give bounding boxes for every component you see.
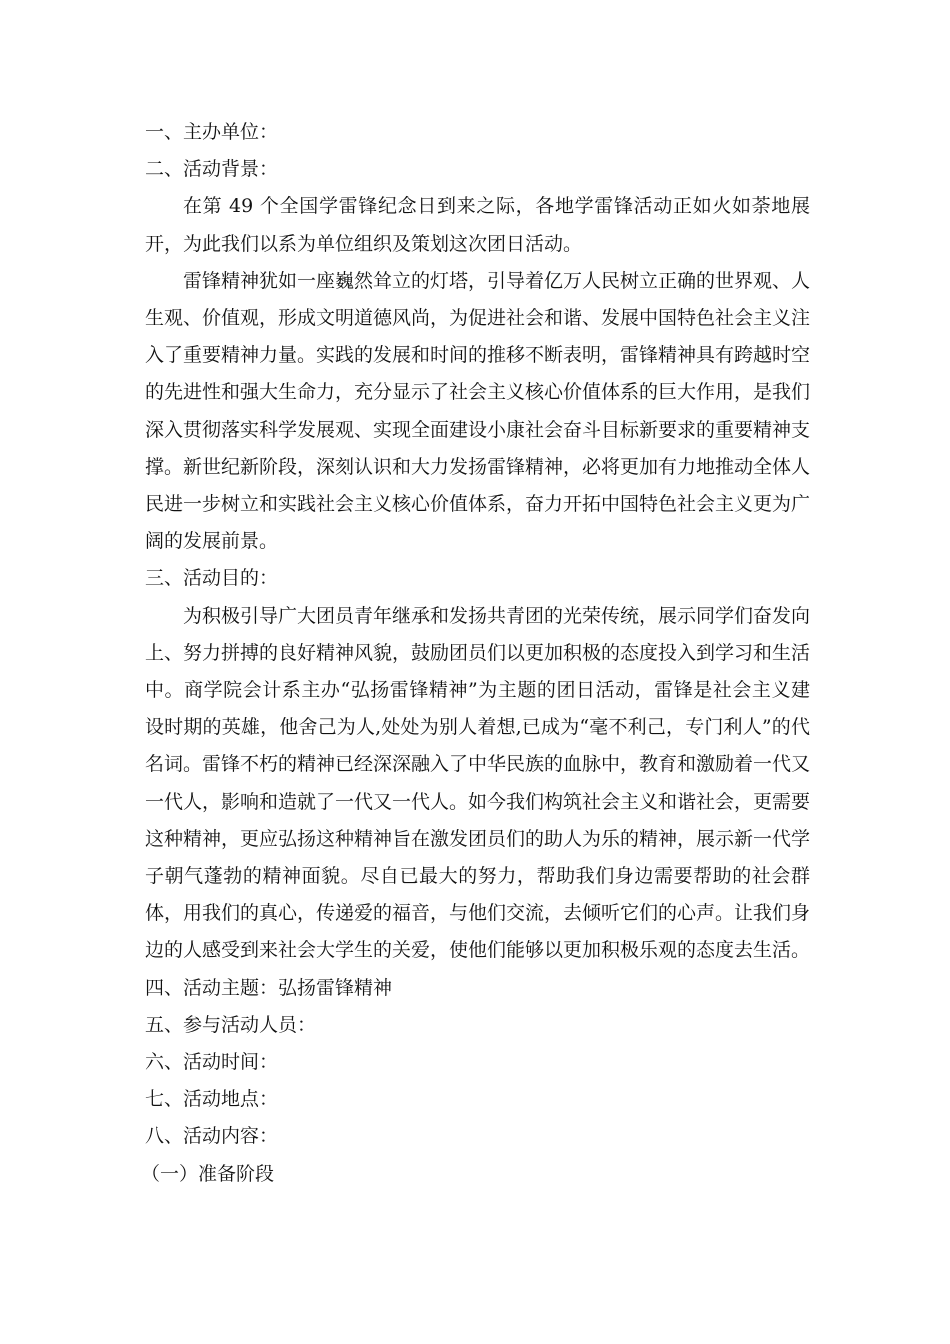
heading-content: 八、活动内容： (145, 1125, 279, 1148)
heading-theme: 四、活动主题：弘扬雷锋精神 (145, 976, 393, 999)
heading-time: 六、活动时间： (145, 1051, 279, 1073)
heading-organizer: 一、主办单位： (145, 121, 279, 143)
sub-heading-preparation: （一）准备阶段 (141, 1162, 275, 1185)
heading-purpose: 三、活动目的： (145, 567, 279, 590)
heading-location: 七、活动地点： (145, 1088, 279, 1111)
heading-background: 二、活动背景： (145, 158, 279, 181)
document-body (141, 114, 811, 1193)
heading-participants: 五、参与活动人员： (145, 1013, 317, 1036)
background-paragraph-1: 在第 49 个全国学雷锋纪念日到来之际，各地学雷锋活动正如火如荼地展开，为此我们以系为单位组织及策划这次团日活动。 (145, 195, 810, 255)
purpose-paragraph: 为积极引导广大团员青年继承和发扬共青团的光荣传统，展示同学们奋发向上、努力拼搏的良好精神风貌，鼓励团员们以更加积极的态度投入到学习和生活中。商学院会计系主办“弘扬雷锋精神”为主题的团日活动，雷锋是社会主义建设时期的英雄，他舍己为人,处处为别人着想,已成为“毫不利己，专门利人”的代名词。雷锋不朽的精神已经深深融入了中华民族的血脉中，教育和激励着一代又一代人，影响和造就了一代又一代人。如今我们构筑社会主义和谐社会，更需要这种精神，更应弘扬这种精神旨在激发团员们的助人为乐的精神，展示新一代学子朝气蓬勃的精神面貌。尽自已最大的努力，帮助我们身边需要帮助的社会群体，用我们的真心，传递爱的福音，与他们交流，去倾听它们的心声。让我们身边的人感受到来社会大学生的关爱，使他们能够以更加积极乐观的态度去生活。 (145, 604, 811, 962)
background-paragraph-2: 雷锋精神犹如一座巍然耸立的灯塔，引导着亿万人民树立正确的世界观、人生观、价值观，形成文明道德风尚，为促进社会和谐、发展中国特色社会主义注入了重要精神力量。实践的发展和时间的推移不断表明，雷锋精神具有跨越时空的先进性和强大生命力，充分显示了社会主义核心价值体系的巨大作用，是我们深入贯彻落实科学发展观、实现全面建设小康社会奋斗目标新要求的重要精神支撑。新世纪新阶段，深刻认识和大力发扬雷锋精神，必将更加有力地推动全体人民进一步树立和实践社会主义核心价值体系，奋力开拓中国特色社会主义更为广阔的发展前景。 (145, 269, 811, 553)
